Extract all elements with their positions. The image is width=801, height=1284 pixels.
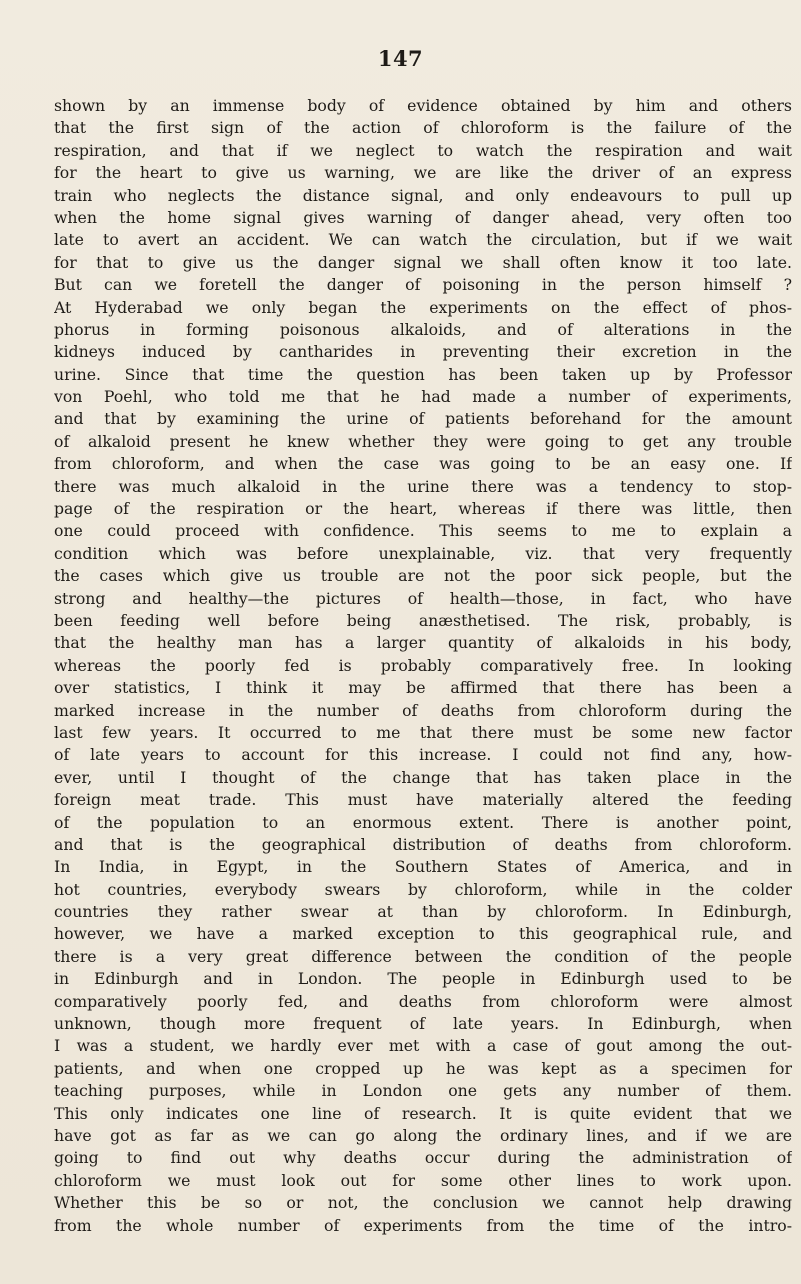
- text-line: for that to give us the danger signal we shall often know it too late.: [54, 252, 792, 272]
- text-line: teaching purposes, while in London one gets any number of them.: [54, 1081, 792, 1101]
- text-line: patients, and when one cropped up he was kept as a specimen for: [54, 1058, 792, 1078]
- text-line: train who neglects the distance signal, and only endeavours to pull up: [54, 185, 792, 205]
- text-line: the cases which give us trouble are not the poor sick people, but the: [54, 566, 792, 586]
- text-line: from the whole number of experiments from the time of the intro-: [54, 1215, 792, 1235]
- text-line: there is a very great difference between the condition of the people: [54, 946, 792, 966]
- text-line: going to find out why deaths occur during the administration of: [54, 1148, 792, 1168]
- text-line: von Poehl, who told me that he had made a number of experiments,: [54, 387, 792, 407]
- text-line: of late years to account for this increase. I could not find any, how-: [54, 745, 792, 765]
- text-line: respiration, and that if we neglect to watch the respiration and wait: [54, 140, 792, 160]
- text-line: whereas the poorly fed is probably comparatively free. In looking: [54, 655, 792, 675]
- text-line: ever, until I thought of the change that has taken place in the: [54, 767, 792, 787]
- text-line: late to avert an accident. We can watch the circulation, but if we wait: [54, 230, 792, 250]
- text-line: however, we have a marked exception to this geographical rule, and: [54, 924, 792, 944]
- text-line: condition which was before unexplainable, viz. that very frequently: [54, 543, 792, 563]
- text-line: kidneys induced by cantharides in preventing their excretion in the: [54, 342, 792, 362]
- text-line: from chloroform, and when the case was going to be an easy one. If: [54, 454, 792, 474]
- text-line: foreign meat trade. This must have materially altered the feeding: [54, 790, 792, 810]
- text-line: countries they rather swear at than by chloroform. In Edinburgh,: [54, 902, 792, 922]
- text-line: This only indicates one line of research. It is quite evident that we: [54, 1103, 792, 1123]
- text-line: for the heart to give us warning, we are like the driver of an express: [54, 163, 792, 183]
- text-line: urine. Since that time the question has been taken up by Professor: [54, 364, 792, 384]
- text-line: been feeding well before being anæsthetised. The risk, probably, is: [54, 610, 792, 630]
- text-line: strong and healthy—the pictures of health—those, in fact, who have: [54, 588, 792, 608]
- text-line: that the first sign of the action of chloroform is the failure of the: [54, 118, 792, 138]
- text-line: and that is the geographical distribution of deaths from chloroform.: [54, 834, 792, 854]
- text-line: when the home signal gives warning of danger ahead, very often too: [54, 207, 792, 227]
- text-line: in Edinburgh and in London. The people in Edinburgh used to be: [54, 969, 792, 989]
- text-line: last few years. It occurred to me that there must be some new factor: [54, 722, 792, 742]
- text-line: comparatively poorly fed, and deaths from chloroform were almost: [54, 991, 792, 1011]
- text-line: one could proceed with confidence. This seems to me to explain a: [54, 521, 792, 541]
- text-line: hot countries, everybody swears by chloroform, while in the colder: [54, 879, 792, 899]
- text-line: of the population to an enormous extent. There is another point,: [54, 812, 792, 832]
- text-line: of alkaloid present he knew whether they were going to get any trouble: [54, 431, 792, 451]
- text-line: page of the respiration or the heart, whereas if there was little, then: [54, 499, 792, 519]
- text-line: But can we foretell the danger of poisoning in the person himself ?: [54, 275, 792, 295]
- text-line: phorus in forming poisonous alkaloids, and of alterations in the: [54, 319, 792, 339]
- text-line: that the healthy man has a larger quantity of alkaloids in his body,: [54, 633, 792, 653]
- text-line: there was much alkaloid in the urine there was a tendency to stop-: [54, 476, 792, 496]
- text-line: shown by an immense body of evidence obtained by him and others: [54, 96, 792, 115]
- text-line: chloroform we must look out for some other lines to work upon.: [54, 1170, 792, 1190]
- text-line: have got as far as we can go along the ordinary lines, and if we are: [54, 1125, 792, 1145]
- text-line: I was a student, we hardly ever met with a case of gout among the out-: [54, 1036, 792, 1056]
- text-line: Whether this be so or not, the conclusion we cannot help drawing: [54, 1193, 792, 1213]
- text-line: and that by examining the urine of patients beforehand for the amount: [54, 409, 792, 429]
- text-line: over statistics, I think it may be affirmed that there has been a: [54, 678, 792, 698]
- text-line: At Hyderabad we only began the experiments on the effect of phos-: [54, 297, 792, 317]
- text-line: marked increase in the number of deaths from chloroform during the: [54, 700, 792, 720]
- text-line: unknown, though more frequent of late years. In Edinburgh, when: [54, 1014, 792, 1034]
- text-line: In India, in Egypt, in the Southern States of America, and in: [54, 857, 792, 877]
- body-text: [54, 95, 792, 1237]
- page-number: 147: [377, 46, 424, 71]
